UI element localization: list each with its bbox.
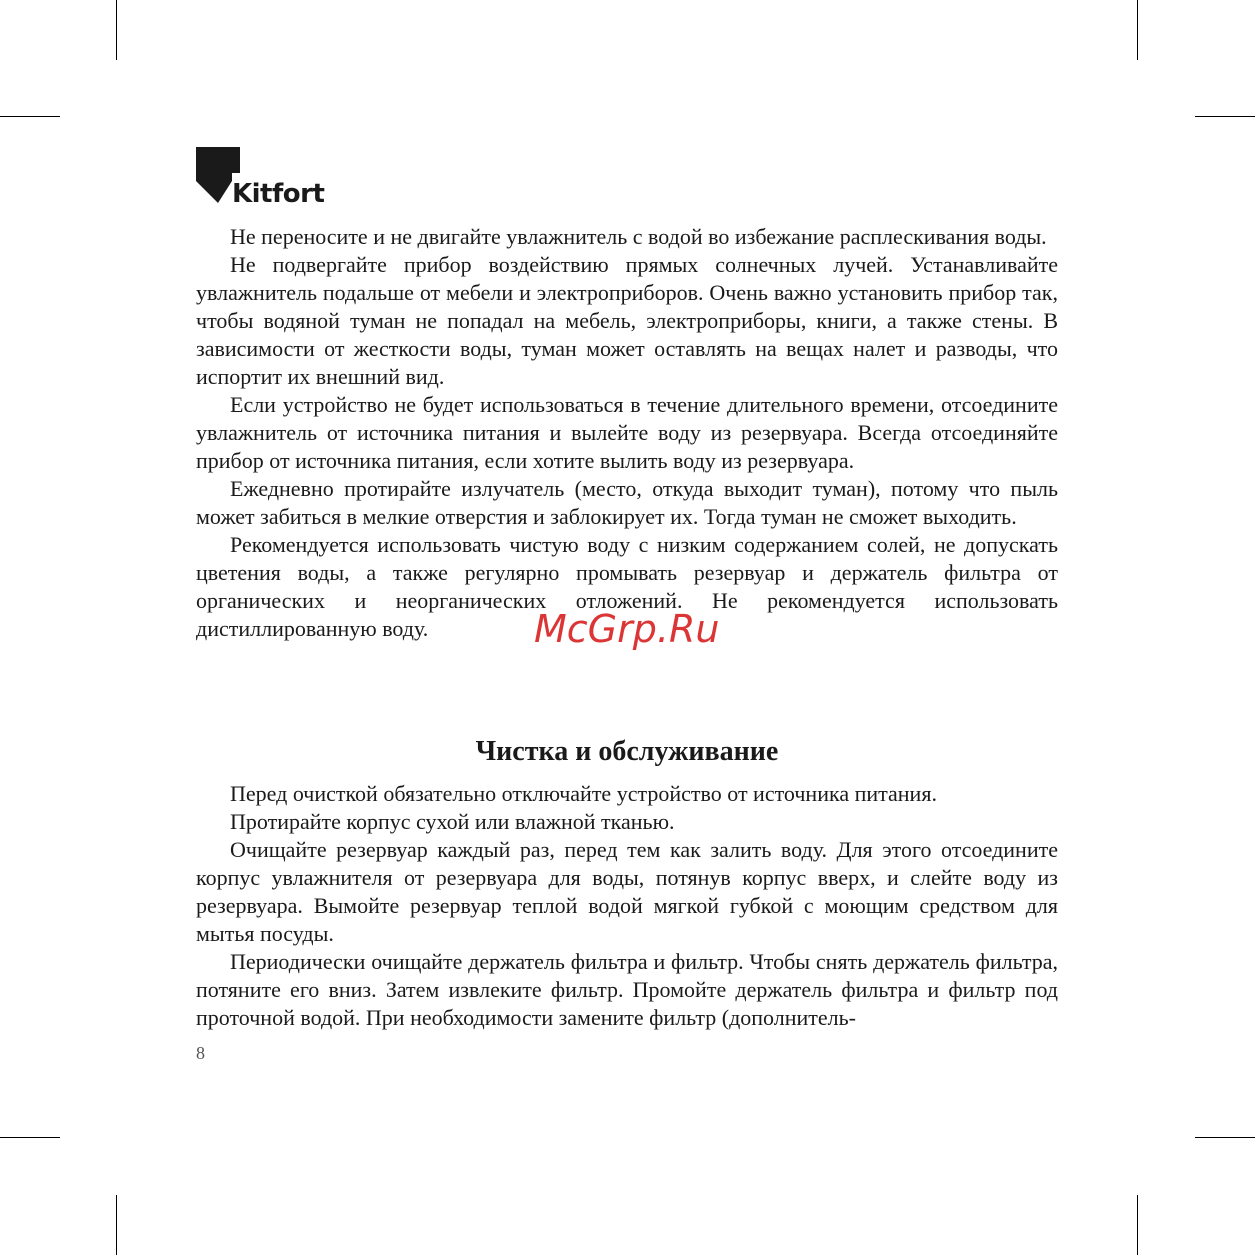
paragraph-reservoir: Очищайте резервуар каждый раз, перед тем как залить воду. Для этого отсоедините корпус увлажнителя от резервуара для воды, потянув корпус вверх, и слейте воду из резервуара. Вымойте резервуар теплой водой мягкой губкой с моющим средством для мытья посуды. xyxy=(196,837,1058,946)
paragraph-emitter: Ежедневно протирайте излучатель (место, откуда выходит туман), потому что пыль может забиться в мелкие отверстия и заблокирует их. Тогда туман не сможет выходить. xyxy=(196,476,1058,529)
paragraph-wipe: Протирайте корпус сухой или влажной тканью. xyxy=(230,809,675,834)
crop-mark-right-top xyxy=(1195,116,1255,117)
crop-mark-left-bottom xyxy=(0,1137,60,1138)
crop-mark-bottom-right xyxy=(1137,1195,1138,1255)
section-title: Чистка и обслуживание xyxy=(475,736,779,767)
kitfort-logo xyxy=(196,147,336,211)
paragraph-sunlight: Не подвергайте прибор воздействию прямых солнечных лучей. Устанавливайте увлажнитель подальше от мебели и электроприборов. Очень важно установить прибор так, чтобы водяной туман не попадал на мебель, электроприборы, книги, а также стены. В зависимости от жесткости воды, туман может оставлять на вещах налет и разводы, что испортит их внешний вид. xyxy=(196,252,1058,389)
crop-mark-bottom-left xyxy=(116,1195,117,1255)
paragraph-carry: Не переносите и не двигайте увлажнитель с водой во избежание расплескивания воды. xyxy=(230,224,1047,249)
paragraph-long-storage: Если устройство не будет использоваться в течение длительного времени, отсоедините увлажнитель от источника питания и вылейте воду из резервуара. Всегда отсоединяйте прибор от источника питания, если хотите вылить воду из резервуара. xyxy=(196,392,1058,473)
bottom-text-block xyxy=(196,780,1058,1032)
paragraph-unplug: Перед очисткой обязательно отключайте устройство от источника питания. xyxy=(230,781,937,806)
crop-mark-top-left xyxy=(116,0,117,60)
top-text-block xyxy=(196,223,1058,643)
paragraph-filter: Периодически очищайте держатель фильтра и фильтр. Чтобы снять держатель фильтра, потяните его вниз. Затем извлеките фильтр. Промойте держатель фильтра и фильтр под проточной водой. При необходимости замените фильтр (дополнитель- xyxy=(196,949,1058,1030)
crop-mark-left-top xyxy=(0,116,60,117)
crop-mark-right-bottom xyxy=(1195,1137,1255,1138)
section-heading xyxy=(196,735,1058,769)
crop-mark-top-right xyxy=(1137,0,1138,60)
page-number: 8 xyxy=(196,1043,205,1063)
brand-name: Kitfort xyxy=(232,179,325,209)
watermark: McGrp.Ru xyxy=(534,607,720,651)
paragraph-water-quality: Рекомендуется использовать чистую воду с низким содержанием солей, не допускать цветения воды, а также регулярно промывать резервуар и держатель фильтра от органических и неорганических отложений. Не рекомендуется использовать дистиллированную воду. xyxy=(196,532,1058,641)
